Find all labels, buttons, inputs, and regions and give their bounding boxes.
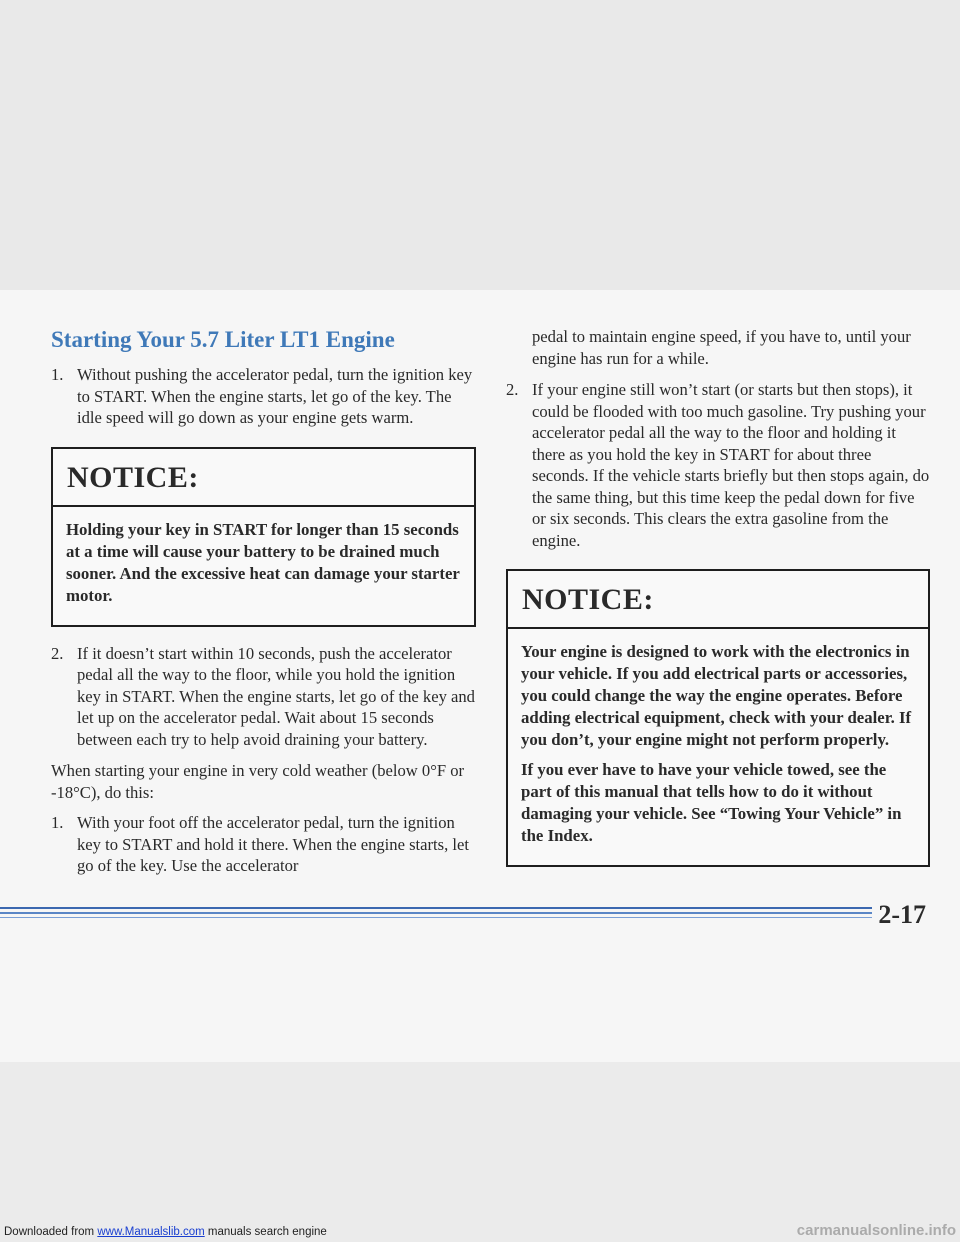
list-item (51, 643, 476, 751)
top-margin (0, 0, 960, 290)
rule-line (0, 912, 872, 914)
item-number: 1. (51, 813, 64, 832)
item-text: If your engine still won’t start (or starts but then stops), it could be flooded with too much gasoline. Try pushing your accelerator pedal all the way to the floor and holding it there as you hold the key in START for about three seconds. If the vehicle starts briefly but then stops again, do the same thing, but this time keep the pedal down for five or six seconds. This clears the extra gasoline from the engine. (532, 380, 930, 550)
notice-title: NOTICE: (53, 449, 474, 507)
notice-text: Your engine is designed to work with the electronics in your vehicle. If you add electrical parts or accessories, you could change the way the engine operates. Before adding electrical equipment, check with your dealer. If you don’t, your engine might not perform properly. (521, 642, 912, 749)
download-footer: Downloaded from www.Manualslib.com manuals search engine (4, 1226, 327, 1238)
item-text: pedal to maintain engine speed, if you have to, until your engine has run for a while. (532, 327, 911, 368)
list-item (51, 364, 476, 429)
notice-title: NOTICE: (508, 571, 928, 629)
section-heading: Starting Your 5.7 Liter LT1 Engine (51, 327, 395, 352)
page-number: 2-17 (878, 900, 926, 929)
list-item-continued (506, 326, 930, 369)
notice-box (51, 447, 476, 627)
page-footer-rule (0, 898, 960, 928)
notice-text: Holding your key in START for longer than 15 seconds at a time will cause your battery to be drained much sooner. And the excessive heat can damage your starter motor. (66, 519, 460, 605)
bottom-margin (0, 1062, 960, 1242)
list-item (51, 812, 476, 877)
right-column (506, 326, 930, 883)
item-number: 2. (51, 643, 64, 663)
manualslib-link[interactable]: www.Manualslib.com (97, 1226, 205, 1238)
item-text: Without pushing the accelerator pedal, turn the ignition key to START. When the engine starts, let go of the key. The idle speed will go down as your engine gets warm. (77, 365, 473, 427)
notice-text: If you ever have to have your vehicle towed, see the part of this manual that tells how to do it without damaging your vehicle. See “Towing Your Vehicle” in the Index. (521, 760, 902, 845)
notice-body (53, 507, 474, 625)
rule-line (0, 907, 872, 909)
item-text: If it doesn’t start within 10 seconds, push the accelerator pedal all the way to the floor, while you hold the ignition key in START. When the engine starts, let go of the key and let up on the accelerator pedal. Wait about 15 seconds between each try to help avoid draining your battery. (77, 643, 475, 749)
left-column (51, 326, 476, 887)
notice-body (508, 629, 928, 865)
item-text: With your foot off the accelerator pedal, turn the ignition key to START and hold it there. When the engine starts, let go of the key. Use the accelerator (77, 813, 470, 875)
cold-weather-intro: When starting your engine in very cold weather (below 0°F or -18°C), do this: (51, 761, 465, 802)
item-number: 2. (506, 380, 519, 399)
item-number: 1. (51, 365, 64, 384)
manual-page (0, 290, 960, 1062)
notice-box (506, 569, 930, 867)
watermark: carmanualsonline.info (796, 1222, 956, 1239)
list-item (506, 379, 930, 551)
rule-line (0, 917, 872, 918)
